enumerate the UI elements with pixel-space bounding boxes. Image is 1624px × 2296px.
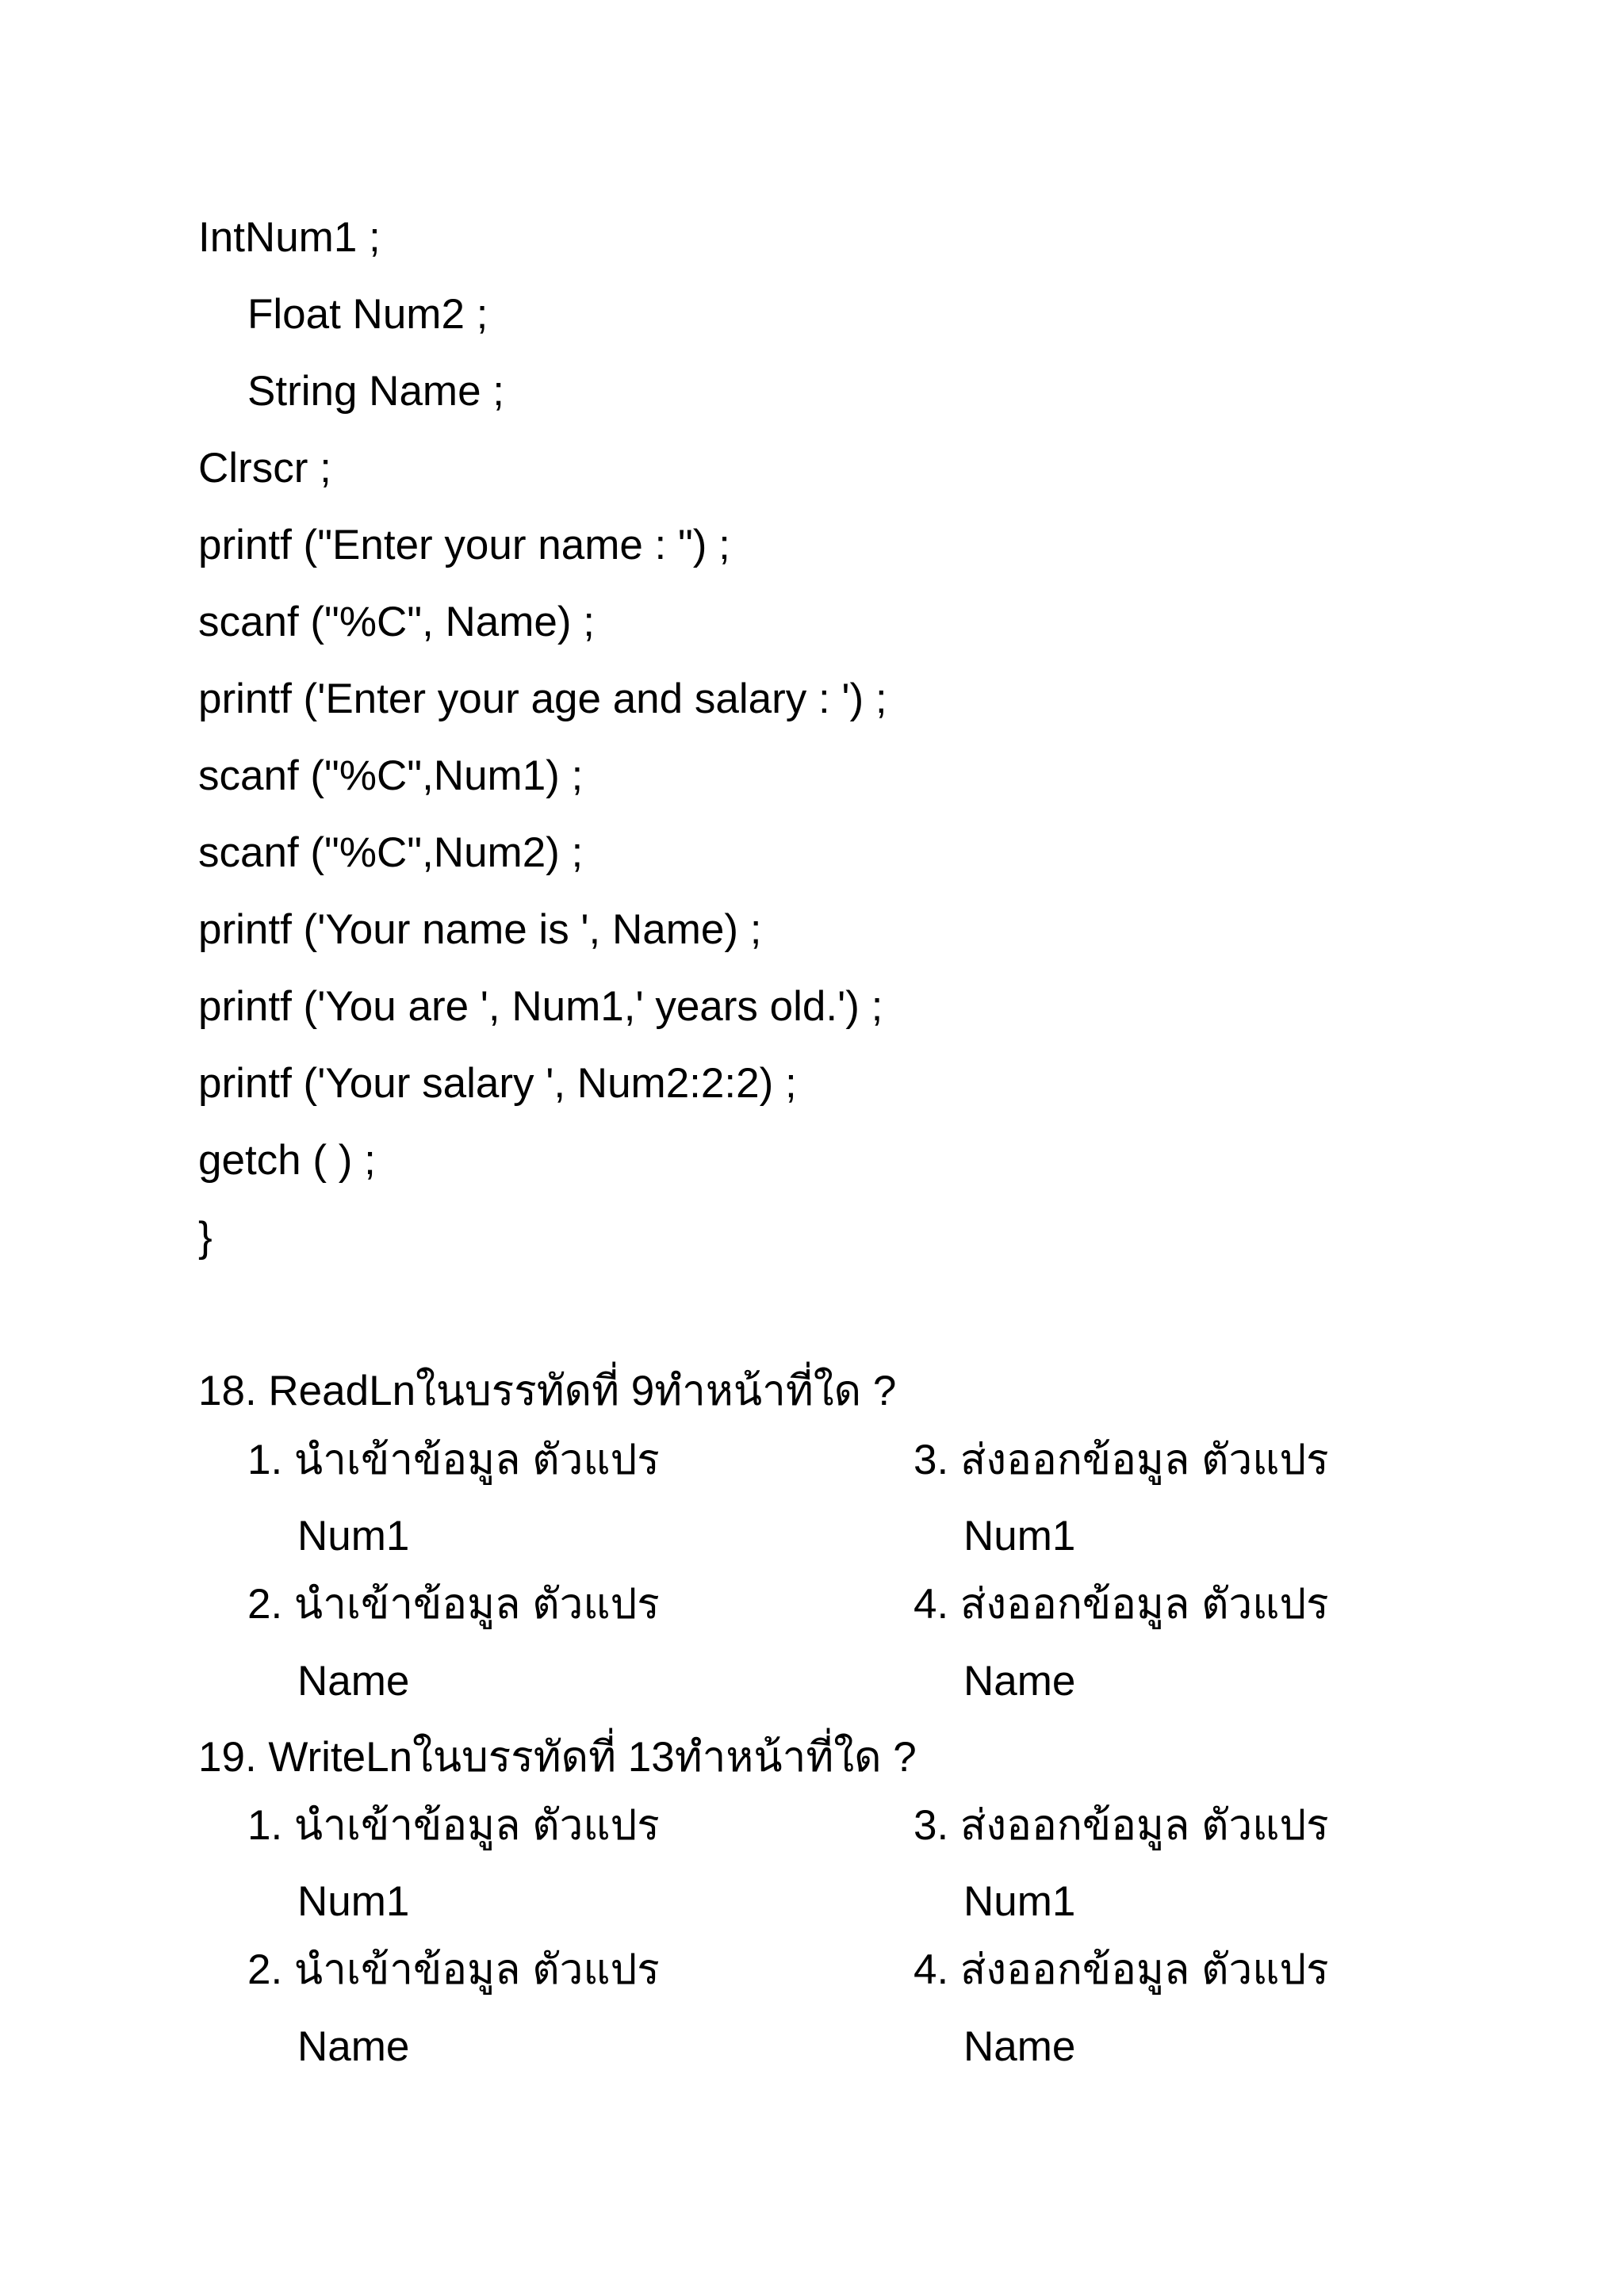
question-title: 19. WriteLnในบรรทัดที่ 13ทำหน้าที่ใด ? <box>198 1734 917 1781</box>
option-4: 4. ส่งออกข้อมูล ตัวแปร <box>914 1581 1329 1628</box>
code-line: IntNum1 ; <box>198 214 381 261</box>
option-4-variable: Name <box>963 2023 1076 2070</box>
code-line: printf ("Enter your name : ") ; <box>198 522 730 568</box>
option-3: 3. ส่งออกข้อมูล ตัวแปร <box>914 1802 1329 1849</box>
option-3-variable: Num1 <box>963 1878 1076 1925</box>
code-line: scanf ("%C",Num2) ; <box>198 829 584 876</box>
option-2-variable: Name <box>297 2023 410 2070</box>
code-line: String Name ; <box>247 368 505 415</box>
question-title: 18. ReadLnในบรรทัดที่ 9ทำหน้าที่ใด ? <box>198 1368 897 1414</box>
code-line: scanf ("%C",Num1) ; <box>198 752 584 799</box>
option-2-variable: Name <box>297 1658 410 1705</box>
option-1-variable: Num1 <box>297 1513 410 1559</box>
option-1: 1. นำเข้าข้อมูล ตัวแปร <box>247 1437 660 1483</box>
code-line: scanf ("%C", Name) ; <box>198 599 596 645</box>
option-3-variable: Num1 <box>963 1513 1076 1559</box>
option-1-variable: Num1 <box>297 1878 410 1925</box>
code-line: } <box>198 1214 213 1261</box>
option-4: 4. ส่งออกข้อมูล ตัวแปร <box>914 1946 1329 1993</box>
option-1: 1. นำเข้าข้อมูล ตัวแปร <box>247 1802 660 1849</box>
option-4-variable: Name <box>963 1658 1076 1705</box>
code-line: printf ('Enter your age and salary : ') ; <box>198 675 887 722</box>
option-3: 3. ส่งออกข้อมูล ตัวแปร <box>914 1437 1329 1483</box>
code-line: Float Num2 ; <box>247 291 488 338</box>
code-line: Clrscr ; <box>198 445 331 492</box>
code-line: printf ('You are ', Num1,' years old.') ; <box>198 983 883 1030</box>
code-line: getch ( ) ; <box>198 1137 376 1184</box>
option-2: 2. นำเข้าข้อมูล ตัวแปร <box>247 1581 660 1628</box>
code-line: printf ('Your name is ', Name) ; <box>198 906 762 953</box>
code-line: printf ('Your salary ', Num2:2:2) ; <box>198 1060 797 1107</box>
option-2: 2. นำเข้าข้อมูล ตัวแปร <box>247 1946 660 1993</box>
